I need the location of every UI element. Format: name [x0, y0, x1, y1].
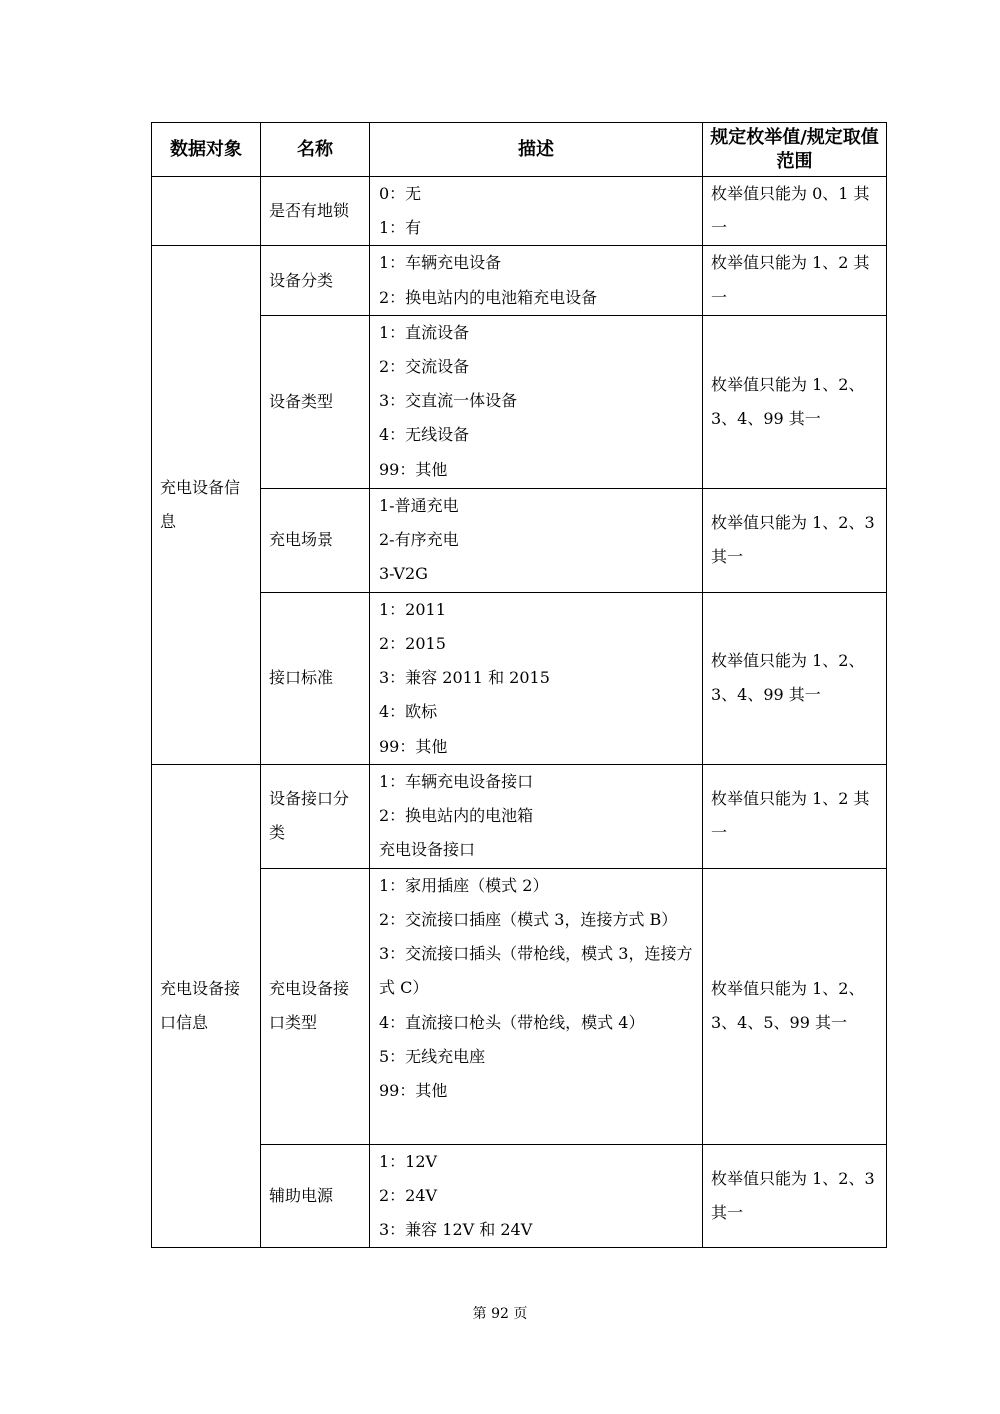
description-line: 3：兼容 12V 和 24V: [379, 1220, 533, 1240]
table-row: [152, 764, 887, 868]
page-number: 第 92 页: [472, 1306, 528, 1322]
name-cell: 充电设备接口类型: [261, 868, 370, 1144]
object-cell: 充电设备信息: [152, 246, 261, 764]
name-cell: 辅助电源: [261, 1144, 370, 1248]
description-line: 4：直流接口枪头（带枪线，模式 4）: [379, 1012, 645, 1032]
name-cell: 设备类型: [261, 315, 370, 488]
description-line: 1：直流设备: [379, 322, 470, 342]
header-description: 描述: [370, 123, 703, 177]
description-line: 99：其他: [379, 459, 448, 479]
name-cell: 设备分类: [261, 246, 370, 315]
description-line: 5：无线充电座: [379, 1046, 486, 1066]
description-cell: [370, 246, 703, 315]
name-cell: 充电场景: [261, 488, 370, 592]
description-line: 99：其他: [379, 1081, 448, 1101]
description-line: 1：有: [379, 218, 422, 238]
description-line: 99：其他: [379, 736, 448, 756]
description-line: 2：交流接口插座（模式 3，连接方式 B）: [379, 910, 678, 930]
description-line: 2-有序充电: [379, 530, 459, 550]
description-line: 3：兼容 2011 和 2015: [379, 668, 550, 688]
header-rule: 规定枚举值/规定取值范围: [703, 123, 887, 177]
table-row: [152, 177, 887, 246]
table-row: [152, 868, 887, 1144]
description-line: 4：无线设备: [379, 425, 470, 445]
description-cell: [370, 488, 703, 592]
description-line: 2：2015: [379, 634, 446, 654]
table-row: [152, 488, 887, 592]
description-line: 3：交直流一体设备: [379, 391, 518, 411]
table-row: [152, 246, 887, 315]
description-line: 2：24V: [379, 1186, 438, 1206]
description-line: 3：交流接口插头（带枪线，模式 3，连接方式 C）: [379, 944, 693, 998]
description-line: 2：换电站内的电池箱: [379, 806, 534, 826]
rule-cell: 枚举值只能为 1、2、3、4、99 其一: [703, 592, 887, 764]
rule-cell: 枚举值只能为 0、1 其一: [703, 177, 887, 246]
description-line: 1：家用插座（模式 2）: [379, 875, 549, 895]
name-cell: 设备接口分类: [261, 764, 370, 868]
table-row: [152, 1144, 887, 1248]
description-line: 0：无: [379, 184, 422, 203]
name-cell: 接口标准: [261, 592, 370, 764]
description-line: 3-V2G: [379, 564, 428, 584]
description-line: 充电设备接口: [379, 840, 476, 860]
object-cell: [152, 177, 261, 246]
description-line: 2：换电站内的电池箱充电设备: [379, 287, 598, 307]
description-cell: [370, 868, 703, 1144]
rule-cell: 枚举值只能为 1、2 其一: [703, 764, 887, 868]
spec-table: [151, 122, 887, 1248]
description-cell: [370, 764, 703, 868]
header-name: 名称: [261, 123, 370, 177]
description-line: 1：车辆充电设备接口: [379, 771, 534, 791]
description-cell: [370, 315, 703, 488]
rule-cell: 枚举值只能为 1、2、3、4、5、99 其一: [703, 868, 887, 1144]
description-line: 1-普通充电: [379, 495, 459, 515]
rule-cell: 枚举值只能为 1、2、3 其一: [703, 488, 887, 592]
header-data-object: 数据对象: [152, 123, 261, 177]
description-line: 1：车辆充电设备: [379, 253, 502, 273]
description-line: 4：欧标: [379, 702, 438, 722]
rule-cell: 枚举值只能为 1、2、3、4、99 其一: [703, 315, 887, 488]
description-line: 1：12V: [379, 1151, 438, 1171]
object-cell: 充电设备接口信息: [152, 764, 261, 1248]
rule-cell: 枚举值只能为 1、2 其一: [703, 246, 887, 315]
table-row: [152, 315, 887, 488]
description-line: 2：交流设备: [379, 357, 470, 377]
description-cell: [370, 177, 703, 246]
table-header-row: [152, 123, 887, 177]
description-cell: [370, 592, 703, 764]
rule-cell: 枚举值只能为 1、2、3 其一: [703, 1144, 887, 1248]
description-line: 1：2011: [379, 599, 446, 619]
name-cell: 是否有地锁: [261, 177, 370, 246]
description-cell: [370, 1144, 703, 1248]
table-row: [152, 592, 887, 764]
